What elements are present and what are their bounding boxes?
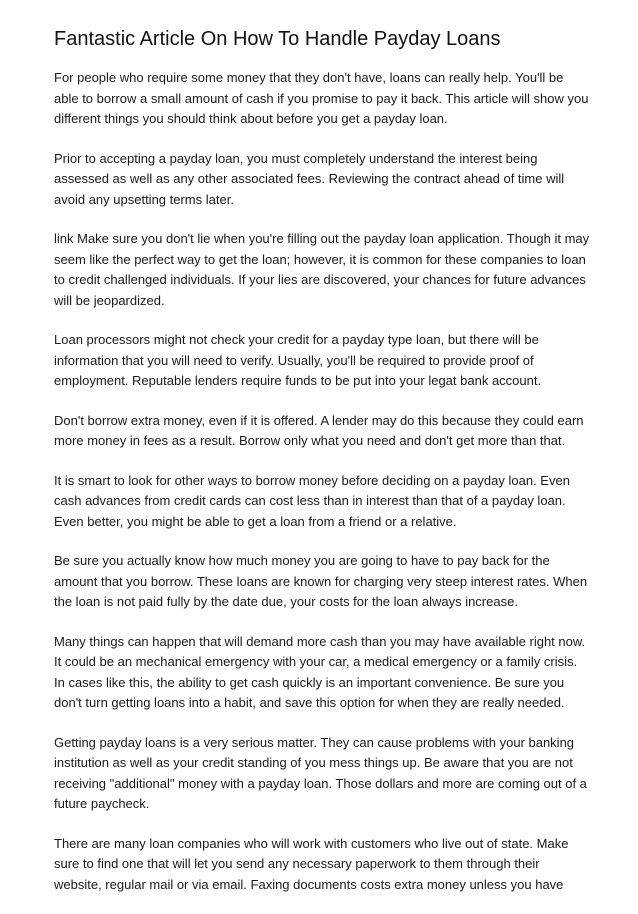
- paragraph-line: link Make sure you don't lie when you're filling out the payday loan application. Though it may: [54, 231, 590, 246]
- paragraph-line: institution as well as your credit standing of you mess things up. Be aware that you are not: [54, 755, 573, 770]
- paragraph: [54, 68, 590, 130]
- paragraph: [54, 411, 590, 452]
- paragraph-line: receiving "additional" money with a payday loan. Those dollars and more are coming out of a: [54, 775, 587, 791]
- paragraph-line: assessed as well as any other associated fees. Reviewing the contract ahead of time will: [54, 171, 565, 186]
- paragraph-line: seem like the perfect way to get the loan; however, it is common for these companies to loan: [54, 251, 586, 267]
- paragraph-line: Be sure you actually know how much money you are going to have to pay back for the: [54, 553, 550, 568]
- document-page: [54, 26, 590, 914]
- paragraph: [54, 551, 590, 613]
- paragraph-line: different things you should think about before you get a payday loan.: [54, 111, 448, 126]
- paragraph: [54, 471, 590, 533]
- paragraph-line: information that you will need to verify. Usually, you'll be required to provide proof of: [54, 352, 534, 368]
- paragraph-line: will be jeopardized.: [54, 292, 165, 308]
- paragraph-line: Don't borrow extra money, even if it is offered. A lender may do this because they could earn: [54, 412, 584, 428]
- paragraph: [54, 330, 590, 392]
- paragraph-line: cash advances from credit cards can cost less than in interest than that of a payday loan.: [54, 493, 566, 508]
- paragraph-line: It could be an mechanical emergency with your car, a medical emergency or a family crisis.: [54, 654, 578, 669]
- paragraph: [54, 149, 590, 211]
- paragraph-line: There are many loan companies who will work with customers who live out of state. Make: [54, 835, 569, 851]
- article-body: [54, 68, 590, 895]
- paragraph-line: don't turn getting loans into a habit, and save this option for when they are really needed.: [54, 695, 565, 710]
- paragraph-line: Getting payday loans is a very serious matter. They can cause problems with your banking: [54, 734, 575, 750]
- paragraph: [54, 632, 590, 714]
- paragraph-line: Loan processors might not check your credit for a payday type loan, but there will be: [54, 332, 539, 347]
- paragraph-line: Prior to accepting a payday loan, you must completely understand the interest being: [54, 150, 538, 166]
- paragraph-line: future paycheck.: [54, 796, 150, 811]
- paragraph: [54, 229, 590, 311]
- paragraph-line: It is smart to look for other ways to borrow money before deciding on a payday loan. Even: [54, 472, 570, 488]
- paragraph: [54, 834, 590, 896]
- paragraph-line: amount that you borrow. These loans are known for charging very steep interest rates. When: [54, 573, 588, 589]
- paragraph-line: Many things can happen that will demand more cash than you may have available right now.: [54, 633, 586, 649]
- paragraph-line: avoid any upsetting terms later.: [54, 191, 234, 207]
- paragraph-line: employment. Reputable lenders require funds to be put into your legat bank account.: [54, 373, 542, 388]
- paragraph-line: sure to find one that will let you send any necessary paperwork to them through their: [54, 856, 540, 871]
- paragraph-line: the loan is not paid fully by the date due, your costs for the loan always increase.: [54, 594, 518, 609]
- paragraph-line: able to borrow a small amount of cash if you promise to pay it back. This article will show you: [54, 90, 589, 106]
- paragraph-line: For people who require some money that they don't have, loans can really help. You'll be: [54, 70, 564, 85]
- paragraph-line: Even better, you might be able to get a loan from a friend or a relative.: [54, 513, 457, 529]
- paragraph-line: website, regular mail or via email. Faxing documents costs extra money unless you have: [54, 876, 564, 892]
- paragraph: [54, 733, 590, 815]
- paragraph-line: In cases like this, the ability to get cash quickly is an important convenience. Be sure you: [54, 674, 565, 690]
- page-title: Fantastic Article On How To Handle Payday Loans: [54, 28, 501, 50]
- paragraph-line: more money in fees as a result. Borrow only what you need and don't get more than that.: [54, 433, 566, 448]
- paragraph-line: to credit challenged individuals. If your lies are discovered, your chances for future advances: [54, 272, 586, 287]
